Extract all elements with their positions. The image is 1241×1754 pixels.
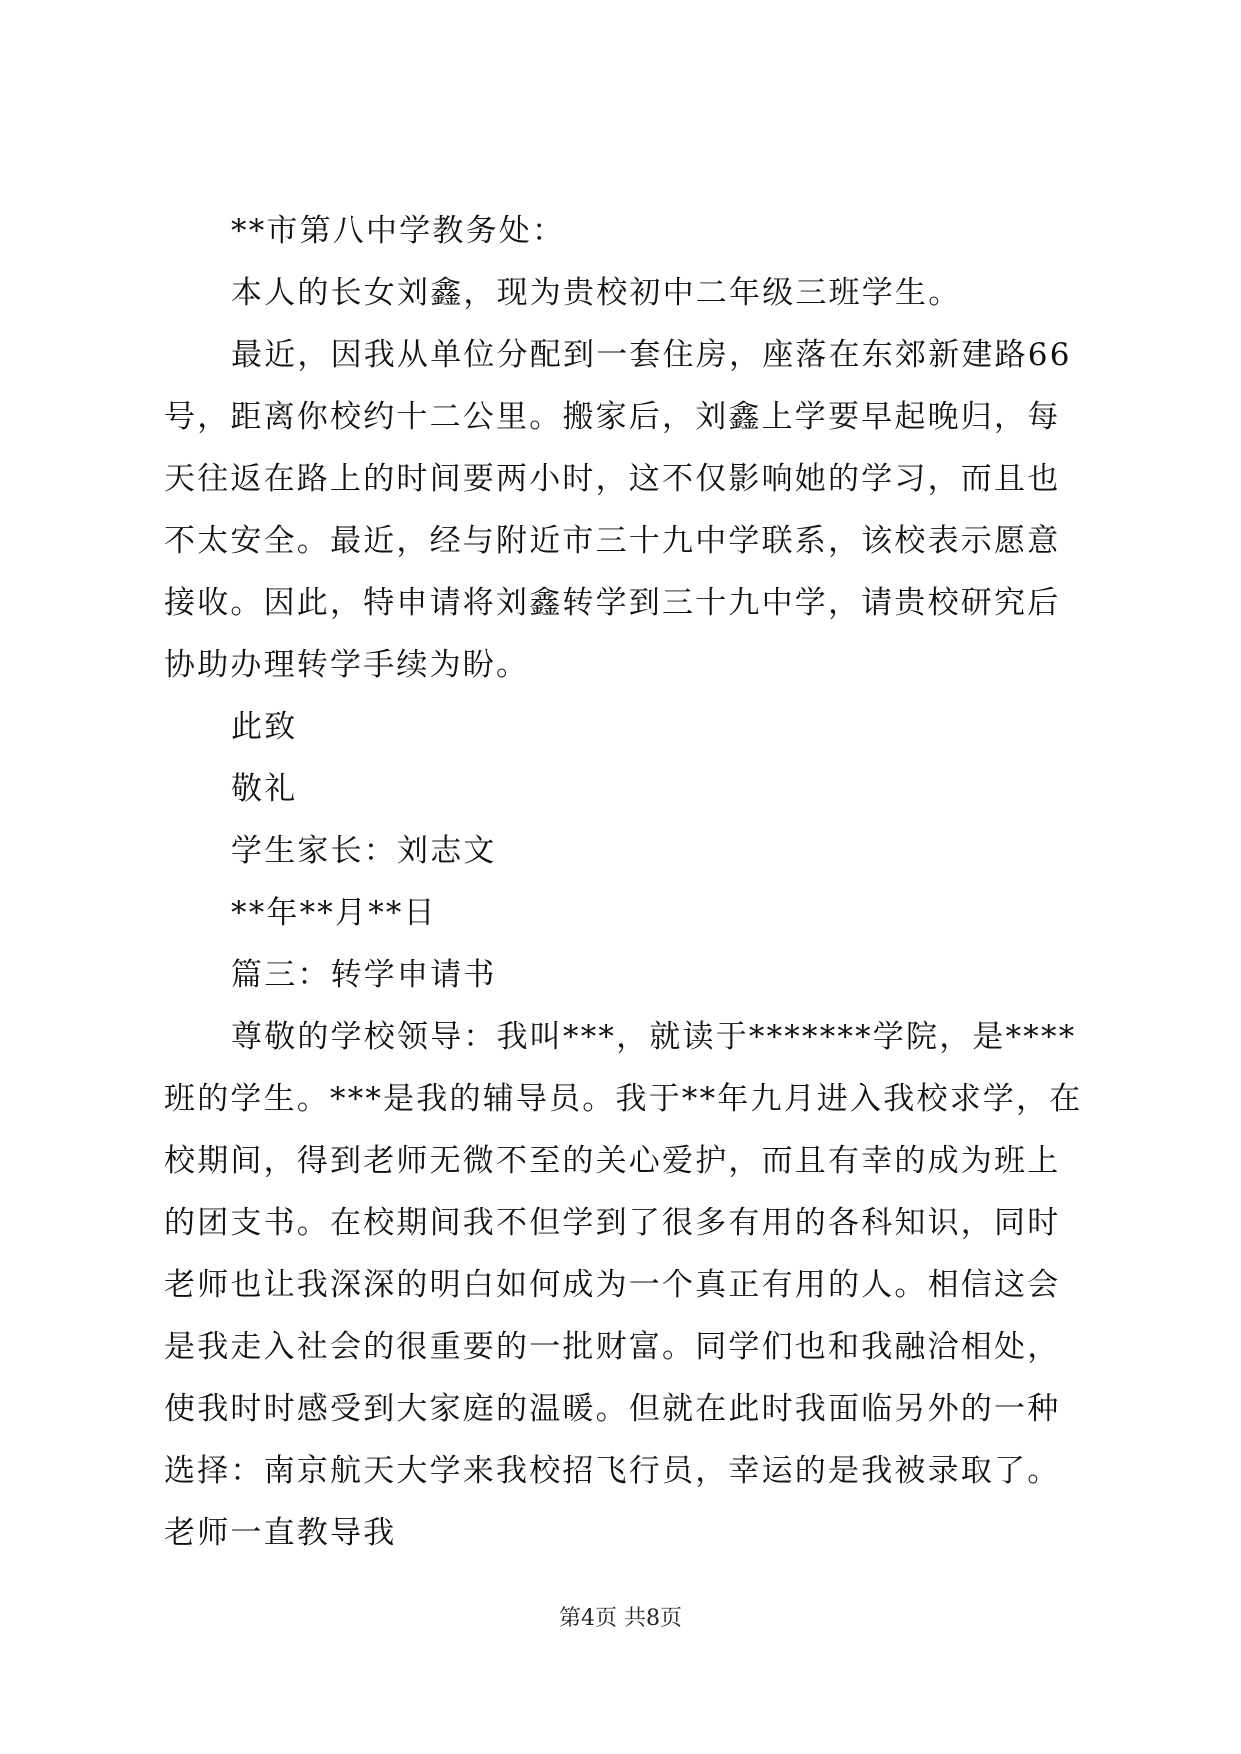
paragraph-intro: 本人的长女刘鑫，现为贵校初中二年级三班学生。	[231, 275, 962, 311]
paragraph-closing-2: 敬礼	[231, 771, 298, 807]
paragraph-recipient: **市第八中学教务处：	[231, 213, 566, 249]
paragraph-date: **年**月**日	[231, 895, 437, 931]
section-heading: 篇三：转学申请书	[231, 957, 497, 993]
document-body	[164, 200, 1084, 1564]
paragraph-closing-1: 此致	[231, 709, 298, 745]
page-footer: 第4页 共8页	[559, 1606, 682, 1631]
paragraph-signature: 学生家长：刘志文	[231, 833, 497, 869]
paragraph-reason: 最近，因我从单位分配到一套住房，座落在东郊新建路66号，距离你校约十二公里。搬家后，刘鑫上学要早起晚归，每天往返在路上的时间要两小时，这不仅影响她的学习，而且也不太安全。最近，经与附近市三十九中学联系，该校表示愿意接收。因此，特申请将刘鑫转学到三十九中学，请贵校研究后协助办理转学手续为盼。	[164, 337, 1072, 683]
paragraph-application: 尊敬的学校领导：我叫***，就读于*******学院，是****班的学生。***是我的辅导员。我于**年九月进入我校求学，在校期间，得到老师无微不至的关心爱护，而且有幸的成为班上的团支书。在校期间我不但学到了很多有用的各科知识，同时老师也让我深深的明白如何成为一个真正有用的人。相信这会是我走入社会的很重要的一批财富。同学们也和我融洽相处，使我时时感受到大家庭的温暖。但就在此时我面临另外的一种选择：南京航天大学来我校招飞行员，幸运的是我被录取了。老师一直教导我	[164, 1019, 1083, 1551]
